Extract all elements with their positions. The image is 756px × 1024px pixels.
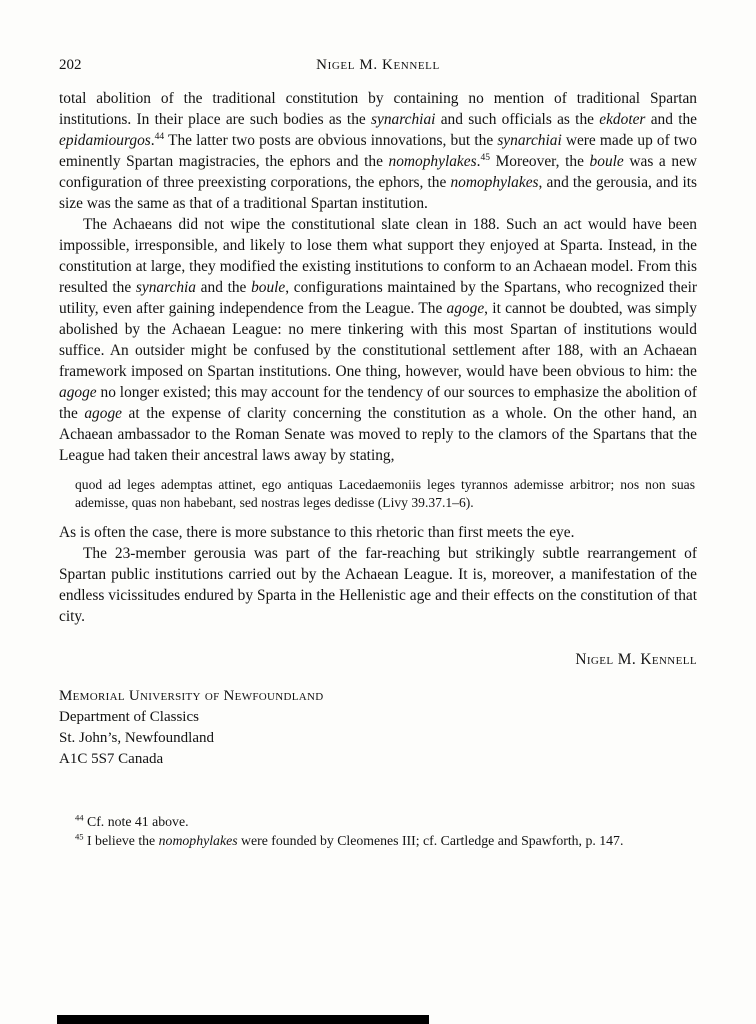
footnote: $^{45}$ I believe the nomophylakes were founded by Cleomenes III; cf. Cartledge and Spawforth, p. 147.	[75, 831, 624, 848]
page-number: 202	[59, 57, 82, 73]
paragraph: As is often the case, there is more substance to this rhetoric than first meets the eye.	[59, 524, 575, 541]
author-signature: Nigel M. Kennell	[575, 651, 697, 668]
paragraph: The 23-member gerousia was part of the far-reaching but strikingly subtle rearrangement of Spartan public institutions carried out by the Achaean League. It is, moreover, a manifestation of the endless vicissitudes endured by Sparta in the Hellenistic age and their effects on the constitution of that city.	[59, 545, 697, 625]
scan-artifact-bar	[57, 1015, 429, 1024]
affiliation-department: Department of Classics	[59, 709, 199, 725]
paragraph: The Achaeans did not wipe the constitutional slate clean in 188. Such an act would have been impossible, irresponsible, and likely to lose them what support they enjoyed at Sparta. Instead, in the constitution at large, they modified the existing institutions to conform to an Achaean model. From this resulted the synarchia and the boule, configurations maintained by the Spartans, who recognized their utility, even after gaining independence from the League. The agoge, it cannot be doubted, was simply abolished by the Achaean League: no mere tinkering with this most Spartan of institutions would suffice. An outsider might be confused by the constitutional settlement after 188, with an Achaean framework imposed on Spartan institutions. One thing, however, would have been obvious to him: the agoge no longer existed; this may account for the tendency of our sources to emphasize the abolition of the agoge at the expense of clarity concerning the constitution as a whole. On the other hand, an Achaean ambassador to the Roman Senate was moved to reply to the clamors of the Spartans that the League had taken their ancestral laws away by stating,	[59, 216, 698, 464]
affiliation-institution: Memorial University of Newfoundland	[59, 688, 324, 704]
affiliation-postal: A1C 5S7 Canada	[59, 751, 164, 767]
paragraph: total abolition of the traditional constitution by containing no mention of traditional Spartan institutions. In their place are such bodies as the synarchiai and such officials as the ekdoter and the epidamiourgos.$^{44}$ The latter two posts are obvious innovations, but the synarchiai were made up of two eminently Spartan magistracies, the ephors and the nomophylakes.$^{45}$ Moreover, the boule was a new configuration of three preexisting corporations, the ephors, the nomophylakes, and the gerousia, and its size was the same as that of a traditional Spartan institution.	[59, 90, 698, 212]
running-head: Nigel M. Kennell	[316, 57, 440, 73]
block-quote: quod ad leges ademptas attinet, ego antiquas Lacedaemoniis leges tyrannos ademisse arbitror; nos non suas ademisse, quas non habebant, sed nostras leges dedisse (Livy 39.37.1–6).	[75, 477, 695, 510]
affiliation-city: St. John’s, Newfoundland	[59, 730, 214, 746]
footnotes-section	[59, 812, 697, 850]
footnote: $^{44}$ Cf. note 41 above.	[75, 812, 189, 829]
article-body	[59, 88, 697, 850]
author-affiliation	[59, 686, 697, 770]
page-header	[59, 57, 697, 77]
